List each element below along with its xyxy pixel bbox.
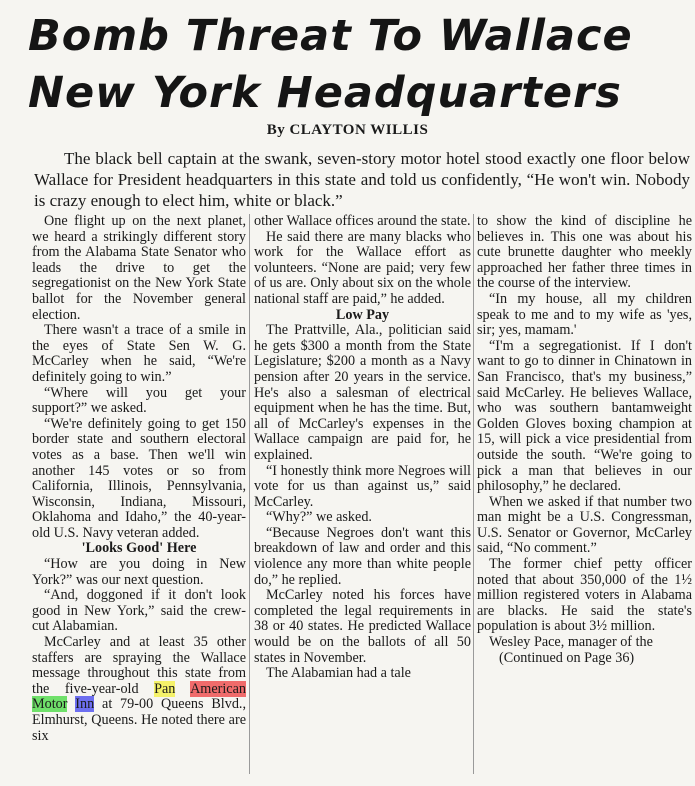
article-column-3 — [477, 214, 692, 666]
paragraph: The Prattville, Ala., politician said he gets $300 a month from the State Legislature; $200 a month as a Navy pension after 20 years in the service. He's also a salesman of electrical equipment when he has the time. But, all of McCarley's expenses in the Wallace campaign are paid for, he explained. — [254, 322, 471, 463]
paragraph: He said there are many blacks who work for the Wallace effort as volunteers. “None are paid; very few of us are. Only about six on the whole national staff are paid,” he added. — [254, 228, 471, 307]
highlight-inn: Inn — [75, 696, 95, 713]
paragraph: McCarley noted his forces have completed the legal requirements in 38 or 40 states. He predicted Wallace would be on the ballots of all 50 states in November. — [254, 587, 471, 666]
paragraph: “Because Negroes don't want this breakdown of law and order and this violence any more than white people do,” he replied. — [254, 524, 471, 588]
paragraph: “Where will you get your support?” we asked. — [32, 384, 246, 417]
paragraph: to show the kind of discipline he believes in. This one was about his cute brunette daughter who meekly approached her father three times in the course of the interview. — [477, 213, 692, 292]
paragraph: The former chief petty officer noted that about 350,000 of the 1½ million registered voters in Alabama are blacks. He said the state's population is about 3½ million. — [477, 556, 692, 635]
paragraph: When we asked if that number two man might be a U.S. Congressman, U.S. Senator or Governor, McCarley said, “No comment.” — [477, 493, 692, 557]
byline: By CLAYTON WILLIS — [266, 122, 429, 138]
subheading: 'Looks Good' Here — [81, 540, 197, 557]
highlight-motor: Motor — [32, 696, 68, 713]
subheading: Low Pay — [335, 306, 390, 323]
paragraph: The Alabamian had a tale — [266, 665, 411, 682]
paragraph: “We're definitely going to get 150 border state and southern electoral votes as a base. Then we'll win another 145 votes or so from California, Illinois, Pennsylvania, Wisconsin, Indiana, Missouri, Oklahoma and Idaho,” the 40-year-old U.S. Navy veteran added. — [32, 415, 246, 541]
paragraph: other Wallace offices around the state. — [254, 213, 471, 229]
article-column-1 — [32, 214, 246, 744]
highlight-american: American — [190, 680, 246, 697]
paragraph: “Why?” we asked. — [266, 509, 372, 526]
paragraph: “And, doggoned if it don't look good in New York,” said the crew-cut Alabamian. — [32, 587, 246, 635]
column-divider — [249, 214, 250, 774]
continued-notice: (Continued on Page 36) — [499, 649, 635, 666]
paragraph: Wesley Pace, manager of the — [489, 634, 653, 651]
paragraph-text: at 79-00 Queens Blvd., Elmhurst, Queens. He noted there are six — [32, 696, 247, 744]
lead-paragraph: The black bell captain at the swank, seven-story motor hotel stood exactly one floor below Wallace for President headquarters in this state and told us confidently, “He won't win. Nobody is crazy enough to elect him, white or black.” — [34, 149, 690, 210]
paragraph: “I honestly think more Negroes will vote for us than against us,” said McCarley. — [254, 462, 471, 510]
paragraph-with-highlights — [32, 635, 246, 744]
paragraph: “I'm a segregationist. If I don't want to go to dinner in Chinatown in San Francisco, that's my business,” said McCarley. He believes Wallace, who was southern bantamweight Golden Gloves boxing champion at 15, will pick a vice presidential from outside the south. “We're going to pick a man that believes in our philosophy,” he declared. — [477, 337, 692, 495]
paragraph: “In my house, all my children speak to me and to my wife as 'yes, sir; yes, mamam.' — [477, 290, 692, 339]
highlight-pan: Pan — [154, 680, 176, 697]
paragraph: One flight up on the next planet, we heard a strikingly different story from the Alabama State Senator who leads the drive to get the segregationist on the New York State ballot for the November general election. — [32, 213, 246, 323]
paragraph: “How are you doing in New York?” was our next question. — [32, 556, 246, 588]
column-divider — [473, 214, 474, 774]
paragraph-text: McCarley and at least 35 other staffers are spraying the Wallace message throughout this state from the five-year-old — [32, 634, 246, 697]
article-column-2 — [254, 214, 471, 682]
paragraph: There wasn't a trace of a smile in the eyes of State Sen W. G. McCarley when he said, “We're definitely going to win.” — [32, 322, 246, 385]
headline: Bomb Threat To Wallace New York Headquarters — [28, 11, 633, 118]
